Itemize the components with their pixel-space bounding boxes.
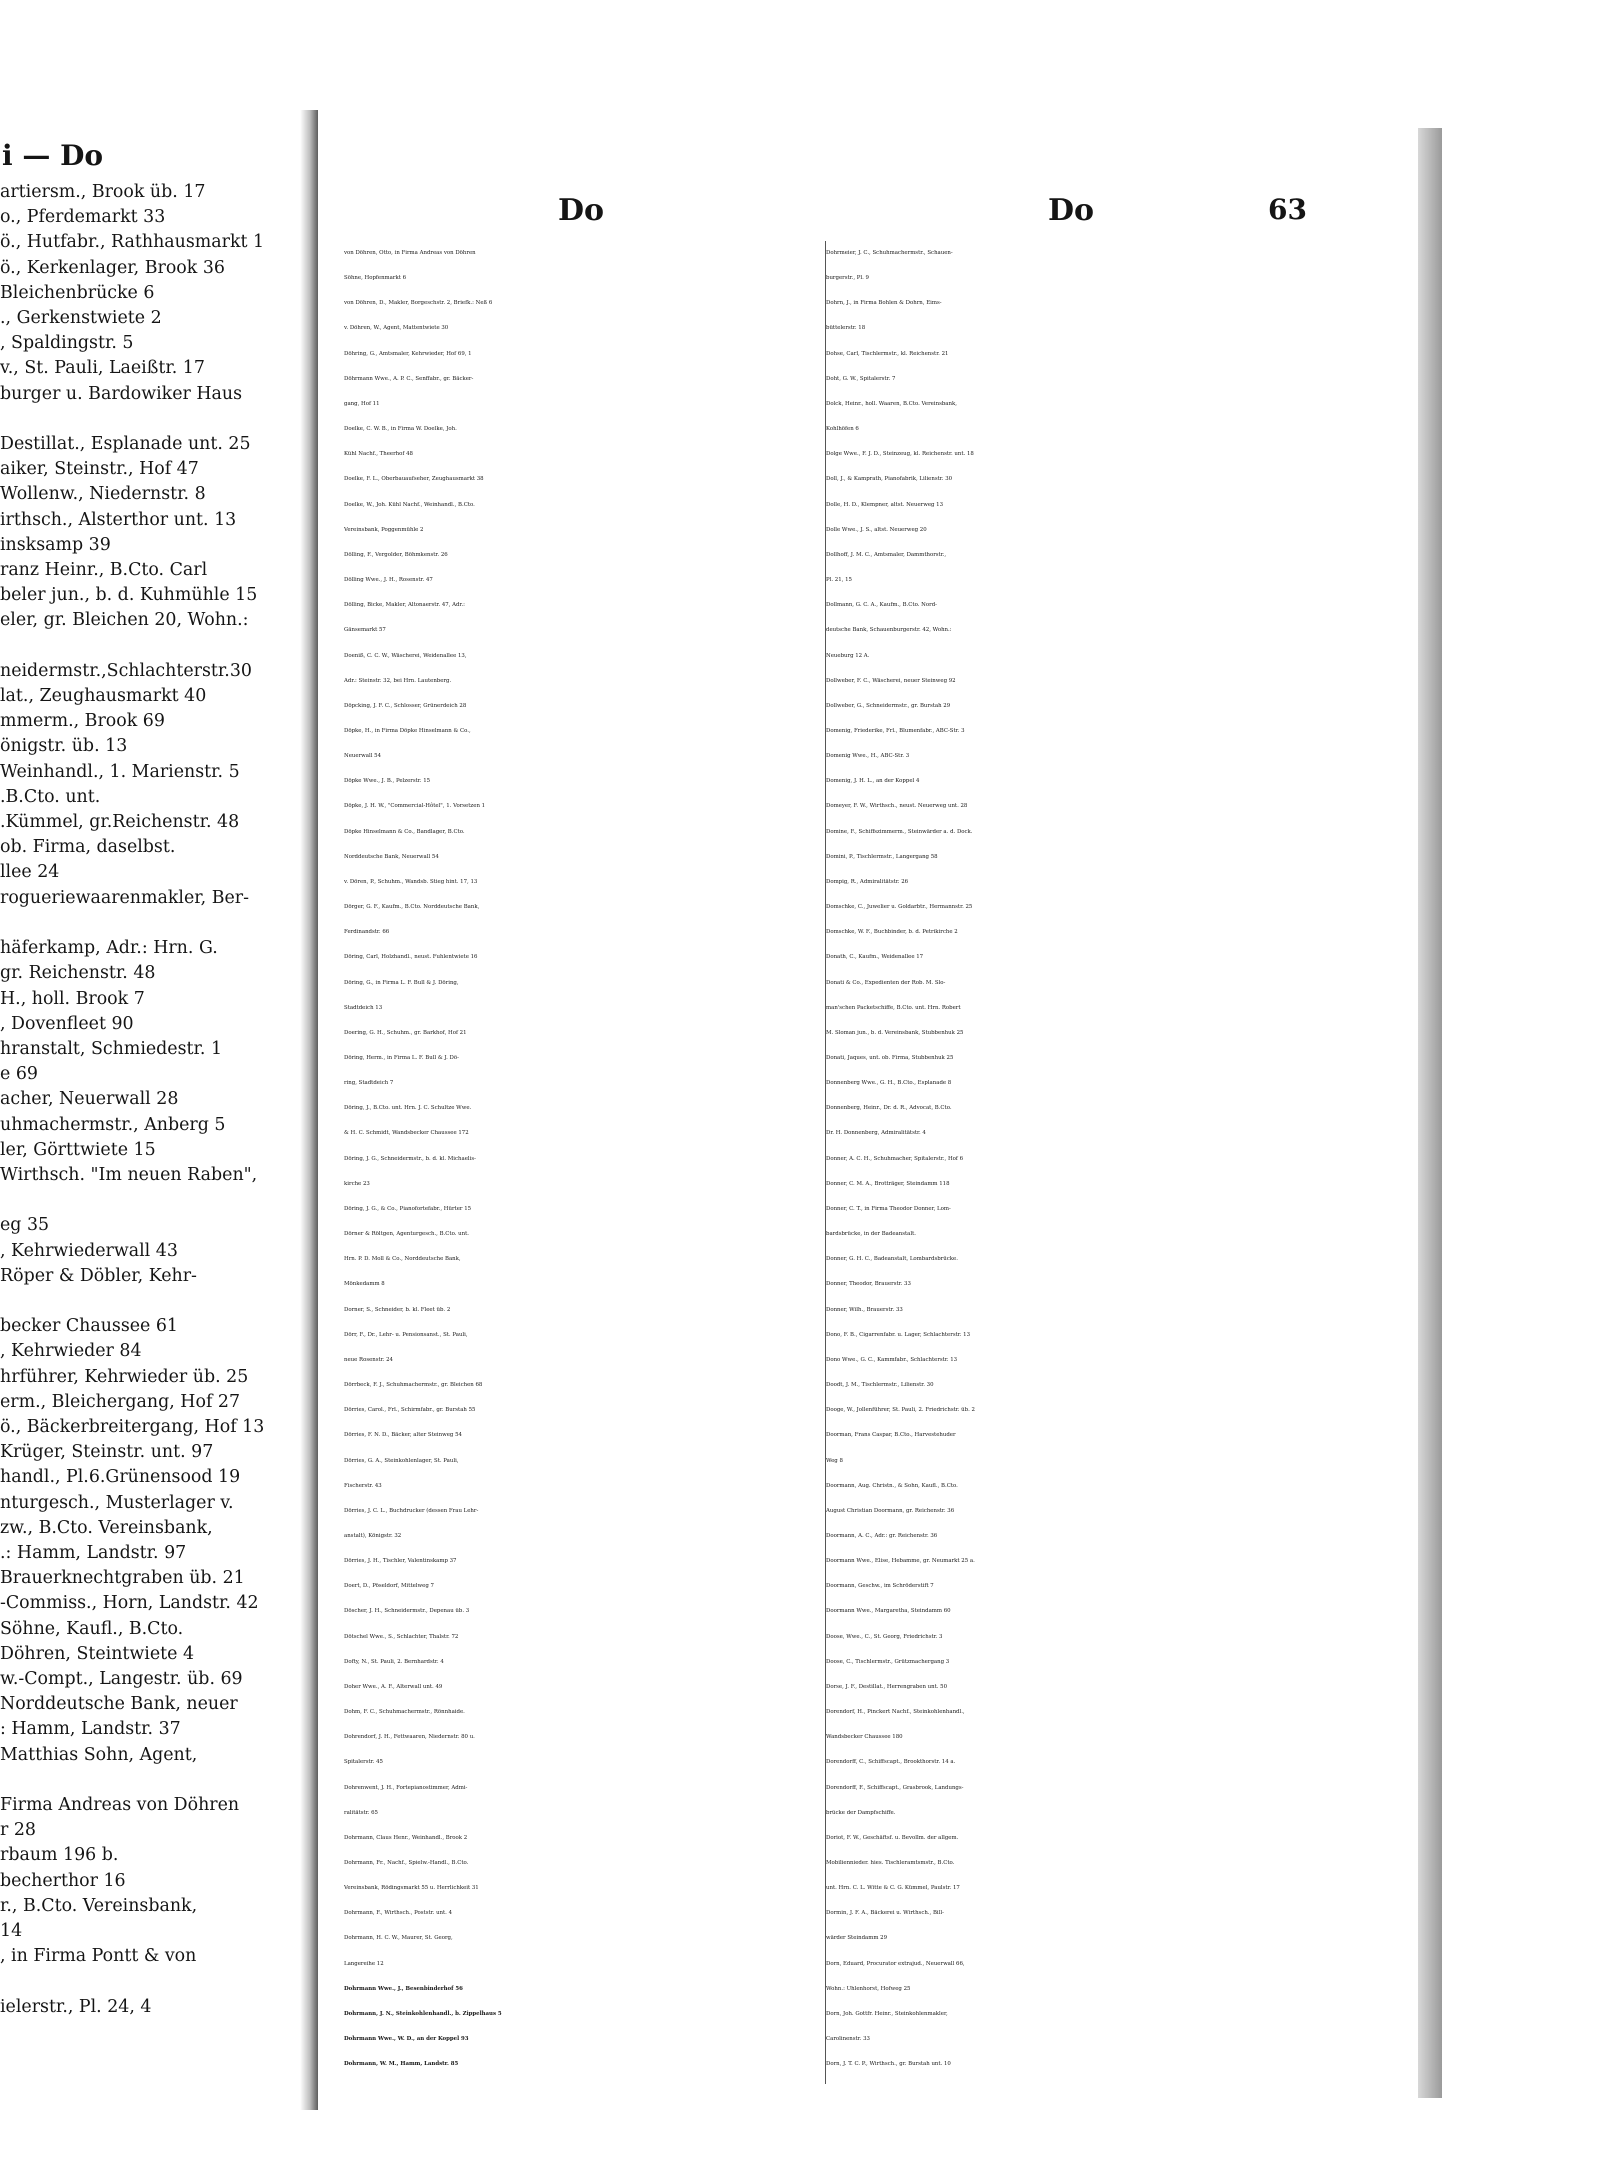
- directory-entry-line: Dormin, J. F. A., Bäckerei u. Wirthsch., Bill-: [826, 1910, 944, 1917]
- directory-entry-line: Domini, P., Tischlermstr., Langergang 58: [826, 853, 938, 860]
- directory-entry-line: Neuerwall 54: [344, 753, 381, 760]
- directory-entry-line: Dorn, Eduard, Procurator extrajud., Neuerwall 66,: [826, 1960, 965, 1967]
- directory-entry-line: Wohn.: Uhlenhorst, Hofweg 25: [826, 1985, 911, 1992]
- directory-entry-line: r 28: [0, 1820, 36, 1841]
- directory-entry-line: [0, 1289, 300, 1314]
- directory-entry-line: irthsch., Alsterthor unt. 13: [0, 509, 237, 530]
- directory-entry-line: Dohrmann Wwe., W. D., an der Koppel 93: [344, 2036, 469, 2043]
- directory-entry-line: Dohrmann, Claus Henr., Weinhandl., Brook 2: [344, 1834, 468, 1841]
- directory-entry-line: , Spaldingstr. 5: [0, 333, 134, 354]
- directory-entry-line: Doll, J., & Kamprath, Pianofabrik, Lilienstr. 30: [826, 476, 953, 483]
- directory-entry-line: Dorse, J. F., Destillat., Herrengraben unt. 50: [826, 1683, 948, 1690]
- directory-entry-line: bardsbrücke, in der Badeanstalt.: [826, 1231, 916, 1238]
- directory-entry-line: Dötschel Wwe., S., Schlachter, Thalstr. 72: [344, 1633, 459, 1640]
- directory-entry-line: Doodt, J. M., Tischlermstr., Lilienstr. 30: [826, 1382, 934, 1389]
- directory-entry-line: Wandsbecker Chaussee 180: [826, 1734, 903, 1741]
- directory-entry-line: Bleichenbrücke 6: [0, 282, 155, 303]
- directory-entry-line: Dörries, J. H., Tischler, Valentinskamp 37: [344, 1558, 457, 1565]
- directory-entry-line: ralitätstr. 65: [344, 1809, 378, 1816]
- directory-entry-line: Donner, C. M. A., Brotträger, Steindamm 118: [826, 1180, 950, 1187]
- directory-entry-line: Döpcking, J. F. C., Schlosser, Grünerdeich 28: [344, 702, 467, 709]
- directory-entry-line: .Kümmel, gr.Reichenstr. 48: [0, 812, 240, 833]
- directory-entry-line: Doose, Wwe., C., St. Georg, Friedrichstr. 3: [826, 1633, 943, 1640]
- directory-entry-line: Dohrmann Wwe., J., Besenbinderhof 56: [344, 1985, 463, 1992]
- directory-entry-line: neue Rosenstr. 24: [344, 1356, 393, 1363]
- directory-entry-line: burger u. Bardowiker Haus: [0, 383, 243, 404]
- directory-entry-line: ranz Heinr., B.Cto. Carl: [0, 560, 208, 581]
- directory-entry-line: Adr.: Steinstr. 32, bei Hrn. Lautenberg.: [344, 677, 452, 684]
- directory-entry-line: Domeyer, F. W., Wirthsch., neust. Neuerweg unt. 28: [826, 803, 968, 810]
- directory-entry-line: Doher Wwe., A. F., Alterwall unt. 49: [344, 1683, 443, 1690]
- directory-entry-line: Dorn, Joh. Gottfr. Heinr., Steinkohlenmakler,: [826, 2010, 948, 2017]
- directory-entry-line: Doert, D., Pöseldorf, Mittelweg 7: [344, 1583, 434, 1590]
- directory-entry-line: Doormann Wwe., Margaretha, Steindamm 60: [826, 1608, 951, 1615]
- directory-entry-line: Döhren, Steintwiete 4: [0, 1643, 195, 1664]
- directory-entry-line: ö., Hutfabr., Rathhausmarkt 1: [0, 232, 265, 253]
- directory-entry-line: ob. Firma, daselbst.: [0, 837, 176, 858]
- left-directory-column: [344, 241, 832, 2077]
- directory-entry-line: , Kehrwiederwall 43: [0, 1240, 178, 1261]
- directory-entry-line: acher, Neuerwall 28: [0, 1089, 179, 1110]
- directory-entry-line: Dorendorff, C., Schiffscapt., Brookthorstr. 14 a.: [826, 1759, 956, 1766]
- directory-entry-line: Doht, G. W., Spitalerstr. 7: [826, 375, 896, 382]
- directory-entry-line: Matthias Sohn, Agent,: [0, 1744, 198, 1765]
- directory-entry-line: Dohrenwent, J. H., Fortepianostimmer, Admi-: [344, 1784, 468, 1791]
- directory-entry-line: Mönkedamm 8: [344, 1281, 385, 1288]
- directory-entry-line: Doering, G. H., Schuhm., gr. Barkhof, Hof 21: [344, 1029, 467, 1036]
- directory-entry-line: Wirthsch. "Im neuen Raben",: [0, 1164, 258, 1185]
- left-column-heading: Do: [558, 193, 605, 228]
- directory-entry-line: beler jun., b. d. Kuhmühle 15: [0, 585, 258, 606]
- directory-entry-line: Döscher, J. H., Schneidermstr., Depenau üb. 3: [344, 1608, 470, 1615]
- directory-entry-line: Kohlhöfen 6: [826, 426, 859, 433]
- directory-entry-line: Vereinsbank, Rödingsmarkt 55 u. Herrlichkeit 31: [344, 1885, 479, 1892]
- directory-entry-line: Donner, C. T., in Firma Theodor Donner, Lom-: [826, 1205, 951, 1212]
- directory-entry-line: Dohrmann, H. C. W., Maurer, St. Georg,: [344, 1935, 453, 1942]
- page-edge-shadow: [1418, 128, 1442, 2098]
- directory-entry-line: ielerstr., Pl. 24, 4: [0, 1996, 152, 2017]
- directory-entry-line: Dollmann, G. C. A., Kaufm., B.Cto. Nord-: [826, 602, 937, 609]
- directory-entry-line: Pl. 21, 15: [826, 577, 852, 584]
- directory-entry-line: Weg 8: [826, 1457, 843, 1464]
- directory-entry-line: 14: [0, 1921, 23, 1942]
- directory-entry-line: brücke der Dampfschiffe.: [826, 1809, 896, 1816]
- directory-entry-line: Dorendorf, H., Pinckert Nachf., Steinkohlenhandl.,: [826, 1709, 965, 1716]
- directory-entry-line: Dohrmann, F., Wirthsch., Poststr. unt. 4: [344, 1910, 453, 1917]
- directory-entry-line: Dohrmann, W. M., Hamm, Landstr. 85: [344, 2061, 459, 2068]
- directory-entry-line: Ferdinandstr. 66: [344, 929, 390, 936]
- directory-entry-line: von Döhren, D., Makler, Borgeschstr. 2, Briefk.: Neß 6: [344, 300, 493, 307]
- directory-entry-line: rbaum 196 b.: [0, 1845, 119, 1866]
- directory-entry-line: Döring, J. G., Schneidermstr., b. d. kl. Michaelis-: [344, 1155, 476, 1162]
- previous-page-column: [0, 120, 300, 2020]
- directory-entry-line: llee 24: [0, 862, 60, 883]
- directory-entry-line: v. Döhren, W., Agent, Mattentwiete 30: [344, 325, 449, 332]
- directory-entry-line: Gänsemarkt 57: [344, 627, 386, 634]
- directory-page: [318, 125, 1418, 2100]
- directory-entry-line: gr. Reichenstr. 48: [0, 963, 156, 984]
- directory-entry-line: Döhring, G., Amtsmaler, Kehrwieder, Hof 69, 1: [344, 350, 472, 357]
- directory-entry-line: Röper & Döbler, Kehr-: [0, 1265, 197, 1286]
- directory-entry-line: Doelke, C. W. B., in Firma W. Doelke, Joh.: [344, 426, 457, 433]
- directory-entry-line: unt. Hrn. C. L. Witte & C. G. Kümmel, Paulstr. 17: [826, 1885, 960, 1892]
- directory-entry-line: Dollweber, G., Schneidermstr., gr. Burstah 29: [826, 702, 951, 709]
- directory-entry-line: Dolle, H. D., Klempner, altst. Neuerweg 13: [826, 501, 944, 508]
- directory-entry-line: Dohrmann, J. N., Steinkohlenhandl., b. Zippelhaus 5: [344, 2010, 502, 2017]
- directory-entry-line: anstalt), Königstr. 32: [344, 1532, 402, 1539]
- directory-entry-line: ring, Stadtdeich 7: [344, 1080, 394, 1087]
- directory-entry-line: Weinhandl., 1. Marienstr. 5: [0, 761, 240, 782]
- directory-entry-line: eg 35: [0, 1215, 50, 1236]
- directory-entry-line: Dölling, F., Vergolder, Böhmkenstr. 26: [344, 551, 448, 558]
- directory-entry-line: handl., Pl.6.Grünensood 19: [0, 1467, 241, 1488]
- directory-entry-line: burgerstr., Pl. 9: [826, 275, 869, 282]
- directory-entry-line: becker Chaussee 61: [0, 1316, 178, 1337]
- directory-entry-line: ö., Kerkenlager, Brook 36: [0, 257, 225, 278]
- directory-entry-line: Döring, Carl, Holzhandl., neust. Fuhlentwiete 16: [344, 954, 478, 961]
- directory-entry-line: [0, 911, 300, 936]
- right-column-heading: Do: [1048, 193, 1095, 228]
- directory-entry-line: lat., Zeughausmarkt 40: [0, 686, 207, 707]
- directory-entry-line: ler, Görttwiete 15: [0, 1139, 156, 1160]
- directory-entry-line: v., St. Pauli, Laeißtr. 17: [0, 358, 205, 379]
- directory-entry-line: Domenig Wwe., H., ABC-Str. 3: [826, 753, 910, 760]
- directory-entry-line: Doormann, Geschw., im Schröderstift 7: [826, 1583, 934, 1590]
- directory-entry-line: Dorendorff, F., Schiffscapt., Grasbrook, Landungs-: [826, 1784, 964, 1791]
- directory-entry-line: hrführer, Kehrwieder üb. 25: [0, 1366, 249, 1387]
- directory-entry-line: mmerm., Brook 69: [0, 711, 165, 732]
- directory-entry-line: v. Dören, P., Schuhm., Wandsb. Stieg hint. 17, 13: [344, 878, 478, 885]
- directory-entry-line: Vereinsbank, Poggenmühle 2: [344, 526, 424, 533]
- directory-entry-line: aiker, Steinstr., Hof 47: [0, 459, 199, 480]
- directory-entry-line: gang, Hof 11: [344, 400, 380, 407]
- directory-entry-line: [0, 1969, 300, 1994]
- directory-entry-line: Carolinenstr. 33: [826, 2036, 870, 2043]
- directory-entry-line: becherthor 16: [0, 1870, 126, 1891]
- directory-entry-line: Hrn. P. D. Moll & Co., Norddeutsche Bank,: [344, 1256, 461, 1263]
- directory-entry-line: von Döhren, Otto, in Firma Andreas von Döhren: [344, 250, 476, 256]
- directory-entry-line: H., holl. Brook 7: [0, 988, 145, 1009]
- directory-entry-line: ., Gerkenstwiete 2: [0, 308, 162, 329]
- directory-entry-line: Doormann Wwe., Elise, Hebamme, gr. Neumarkt 25 a.: [826, 1558, 975, 1565]
- directory-entry-line: Dolge Wwe., F. J. D., Steinzeug, kl. Reichenstr. unt. 18: [826, 451, 974, 458]
- directory-entry-line: Doelke, W., Joh. Kühl Nachf., Weinhandl., B.Cto.: [344, 501, 475, 508]
- directory-entry-line: w.-Compt., Langestr. üb. 69: [0, 1668, 243, 1689]
- directory-entry-line: erm., Bleichergang, Hof 27: [0, 1391, 241, 1412]
- directory-entry-line: Döpke, J. H. W., "Commercial-Hôtel", 1. Vorsetzen 1: [344, 803, 486, 810]
- directory-entry-line: Neueburg 12 A.: [826, 652, 870, 659]
- directory-entry-line: Norddeutsche Bank, neuer: [0, 1694, 238, 1715]
- directory-entry-line: Kühl Nachf., Theerhof 48: [344, 451, 413, 458]
- directory-entry-line: artiersm., Brook üb. 17: [0, 182, 206, 202]
- directory-entry-line: Doormann, Aug. Christn., & Sohn, Kaufl., B.Cto.: [826, 1482, 958, 1489]
- directory-entry-line: Norddeutsche Bank, Neuerwall 54: [344, 853, 439, 860]
- directory-entry-line: man'schen Packetschiffe, B.Cto. unt. Hrn. Robert: [826, 1004, 961, 1011]
- directory-entry-line: -Commiss., Horn, Landstr. 42: [0, 1593, 259, 1614]
- directory-entry-line: Dohrendorf, J. H., Fettwaaren, Niedernstr. 80 u.: [344, 1734, 475, 1741]
- directory-entry-line: Dölling Wwe., J. H., Rosenstr. 47: [344, 577, 433, 584]
- page-number: 63: [1268, 193, 1307, 226]
- directory-entry-line: Doeniß, C. C. W., Wäscherei, Weidenallee 13,: [344, 652, 467, 659]
- directory-entry-line: Brauerknechtgraben üb. 21: [0, 1568, 245, 1589]
- directory-entry-line: zw., B.Cto. Vereinsbank,: [0, 1517, 213, 1538]
- directory-entry-line: Firma Andreas von Döhren: [0, 1795, 240, 1815]
- directory-entry-line: .B.Cto. unt.: [0, 786, 101, 807]
- directory-entry-line: Domenig, J. H. L., an der Koppel 4: [826, 778, 920, 785]
- directory-entry-line: häferkamp, Adr.: Hrn. G.: [0, 938, 218, 959]
- directory-entry-line: kirche 23: [344, 1180, 370, 1187]
- directory-entry-line: Langereihe 12: [344, 1960, 384, 1967]
- directory-entry-line: Dohrmann, Fr., Nachf., Spielw.-Handl., B.Cto.: [344, 1860, 469, 1866]
- directory-entry-line: Dörries, G. A., Steinkohlenlager, St. Pauli,: [344, 1457, 459, 1464]
- directory-entry-line: M. Sloman jun., b. d. Vereinsbank, Stubbenhuk 25: [826, 1029, 964, 1036]
- directory-entry-line: Döring, J., B.Cto. unt. Hrn. J. C. Schultze Wwe.: [344, 1105, 472, 1112]
- directory-entry-line: Dono Wwe., G. C., Kammfabr., Schlachterstr. 13: [826, 1356, 958, 1363]
- directory-entry-line: [0, 407, 300, 432]
- directory-entry-line: Dompig, R., Admiralitätstr. 26: [826, 878, 909, 885]
- directory-entry-line: Döring, Herm., in Firma L. F. Bull & J. Dö-: [344, 1055, 459, 1061]
- directory-entry-line: Mobiliennieder. hies. Tischleramtsmstr., B.Cto.: [826, 1860, 955, 1866]
- directory-entry-line: Dörr, F., Dr., Lehr- u. Pensionsanst., St. Pauli,: [344, 1331, 468, 1338]
- directory-entry-line: , Kehrwieder 84: [0, 1341, 142, 1362]
- directory-entry-line: Krüger, Steinstr. unt. 97: [0, 1442, 214, 1463]
- directory-entry-line: Doelke, F. L., Oberbauaufseher, Zeughausmarkt 38: [344, 476, 484, 483]
- directory-entry-line: Söhne, Kaufl., B.Cto.: [0, 1618, 184, 1639]
- previous-page-fragment: [0, 120, 300, 2120]
- directory-entry-line: rogueriewaarenmakler, Ber-: [0, 887, 249, 908]
- directory-entry-line: neidermstr.,Schlachterstr.30: [0, 660, 252, 681]
- directory-entry-line: o., Pferdemarkt 33: [0, 207, 166, 228]
- directory-entry-line: Dollhoff, J. M. C., Amtsmaler, Dammthorstr.,: [826, 551, 947, 558]
- directory-entry-line: [0, 1768, 300, 1793]
- directory-entry-line: nturgesch., Musterlager v.: [0, 1492, 234, 1513]
- directory-entry-line: Döring, G., in Firma L. F. Bull & J. Döring,: [344, 979, 459, 986]
- directory-entry-line: Donati, Jaques, unt. ob. Firma, Stubbenhuk 25: [826, 1055, 954, 1061]
- directory-entry-line: , in Firma Pontt & von: [0, 1946, 197, 1967]
- directory-entry-line: Donner, Theodor, Brauerstr. 33: [826, 1281, 911, 1288]
- directory-entry-line: Domenig, Friederike, Frl., Blumenfabr., ABC-Str. 3: [826, 727, 965, 734]
- directory-entry-line: Dölling, Bicke, Makler, Altonaerstr. 47, Adr.:: [344, 602, 465, 609]
- right-directory-column: [826, 241, 1316, 2077]
- directory-entry-line: Dooge, W., Jollenführer, St. Pauli, 2. Friedrichstr. üb. 2: [826, 1407, 975, 1414]
- directory-entry-line: Donnenberg, Heinr., Dr. d. R., Advocat, B.Cto.: [826, 1105, 952, 1112]
- directory-entry-line: Döpke Hinselmann & Co., Bandlager, B.Cto.: [344, 828, 465, 835]
- directory-entry-line: .: Hamm, Landstr. 97: [0, 1542, 187, 1563]
- directory-entry-line: Döring, J. G., & Co., Pianofortefabr., Hürter 15: [344, 1205, 472, 1212]
- directory-entry-line: eler, gr. Bleichen 20, Wohn.:: [0, 610, 249, 631]
- directory-entry-line: Donner, Wilh., Brauerstr. 33: [826, 1306, 903, 1313]
- directory-entry-line: Dörries, Carol., Frl., Schirmfabr., gr. Burstah 55: [344, 1407, 476, 1414]
- directory-entry-line: Dono, F. B., Cigarrenfabr. u. Lager, Schlachterstr. 13: [826, 1331, 971, 1338]
- directory-entry-line: Dohse, Carl, Tischlermstr., kl. Reichenstr. 21: [826, 350, 949, 357]
- directory-entry-line: Donner, A. C. H., Schuhmacher, Spitalerstr., Hof 6: [826, 1155, 964, 1162]
- directory-entry-line: büttelerstr. 18: [826, 325, 866, 332]
- book-gutter: [300, 110, 318, 2110]
- directory-entry-line: e 69: [0, 1064, 38, 1085]
- directory-entry-line: Stadtdeich 13: [344, 1004, 383, 1011]
- directory-entry-line: Döpke, H., in Firma Döpke Hinselmann & Co.,: [344, 727, 471, 734]
- directory-entry-line: Döhrmann Wwe., A. P. C., Senffabr., gr. Bäcker-: [344, 375, 474, 382]
- directory-entry-line: Domschke, W. F., Buchbinder, b. d. Petrikirche 2: [826, 929, 958, 936]
- directory-entry-line: Dohrn, J., in Firma Bohlen & Dohrn, Eims-: [826, 300, 942, 307]
- directory-entry-line: wärder Steindamm 29: [826, 1935, 888, 1942]
- directory-entry-line: hranstalt, Schmiedestr. 1: [0, 1038, 223, 1059]
- directory-entry-line: Wollenw., Niedernstr. 8: [0, 484, 206, 505]
- directory-entry-line: August Christian Doormann, gr. Reichenstr. 36: [826, 1507, 955, 1514]
- directory-entry-line: Söhne, Hopfenmarkt 6: [344, 275, 407, 282]
- directory-entry-line: Domine, F., Schiffszimmerm., Steinwärder a. d. Dock.: [826, 828, 973, 835]
- directory-entry-line: Doormann, A. C., Adr.: gr. Reichenstr. 36: [826, 1532, 938, 1539]
- previous-page-header: i — Do: [2, 139, 104, 172]
- directory-entry-line: deutsche Bank, Schauenburgerstr. 42, Wohn.:: [826, 627, 952, 634]
- directory-entry-line: Dörries, F. N. D., Bäcker, alter Steinweg 54: [344, 1432, 462, 1439]
- directory-entry-line: Dolle Wwe., J. S., altst. Neuerweg 20: [826, 526, 927, 533]
- directory-entry-line: Donnenberg Wwe., G. H., B.Cto., Esplanade 8: [826, 1080, 952, 1087]
- directory-entry-line: [0, 1188, 300, 1213]
- directory-entry-line: Dörries, J. C. L., Buchdrucker (dessen Frau Lehr-: [344, 1507, 479, 1514]
- directory-entry-line: Dörrbeck, F. J., Schuhmachermstr., gr. Bleichen 68: [344, 1382, 483, 1389]
- directory-entry-line: : Hamm, Landstr. 37: [0, 1719, 181, 1740]
- directory-entry-line: Domschke, C., Juwelier u. Goldarbtr., Hermannstr. 25: [826, 904, 973, 911]
- directory-entry-line: r., B.Cto. Vereinsbank,: [0, 1895, 198, 1916]
- directory-entry-line: Döpke Wwe., J. B., Pelzerstr. 15: [344, 778, 431, 785]
- directory-entry-line: Dofty, N., St. Pauli, 2. Bernhardstr. 4: [344, 1658, 444, 1665]
- directory-entry-line: Dorn, J. T. C. P., Wirthsch., gr. Burstah unt. 10: [826, 2061, 951, 2068]
- directory-entry-line: , Dovenfleet 90: [0, 1013, 134, 1034]
- directory-entry-line: Dörner & Röltgen, Agenturgesch., B.Cto. unt.: [344, 1231, 469, 1238]
- directory-entry-line: Destillat., Esplanade unt. 25: [0, 434, 251, 455]
- directory-entry-line: Doorman, Frans Caspar, B.Cto., Harvestehuder: [826, 1432, 956, 1439]
- directory-entry-line: Doriot, F. W., Geschäftsf. u. Bevollm. der allgem.: [826, 1834, 959, 1841]
- directory-entry-line: uhmachermstr., Anberg 5: [0, 1114, 226, 1135]
- directory-entry-line: Dohm, F. C., Schuhmachermstr., Rönnhaide.: [344, 1709, 465, 1716]
- directory-entry-line: Fischerstr. 43: [344, 1482, 382, 1489]
- directory-entry-line: Dörger, G. F., Kaufm., B.Cto. Norddeutsche Bank,: [344, 904, 480, 911]
- previous-page-lines: [0, 180, 300, 2020]
- directory-entry-line: Dorner, S., Schneider, b. kl. Fleet üb. 2: [344, 1306, 451, 1313]
- directory-entry-line: önigstr. üb. 13: [0, 736, 128, 757]
- directory-entry-line: Dohrmeier, J. C., Schuhmachermstr., Schauen-: [826, 250, 953, 256]
- directory-entry-line: [0, 634, 300, 659]
- directory-entry-line: ö., Bäckerbreitergang, Hof 13: [0, 1416, 265, 1437]
- directory-entry-line: Dolck, Heinr., holl. Waaren, B.Cto. Vereinsbank,: [826, 400, 957, 407]
- directory-entry-line: Donner, G. H. C., Badeanstalt, Lombardsbrücke.: [826, 1256, 958, 1263]
- directory-entry-line: & H. C. Schmidt, Wandsbecker Chaussee 172: [344, 1130, 469, 1137]
- directory-entry-line: Donati & Co., Expedienten der Rob. M. Slo-: [826, 979, 946, 986]
- directory-entry-line: Spitalerstr. 45: [344, 1759, 383, 1766]
- directory-entry-line: Dollweber, F. C., Wäscherei, neuer Steinweg 92: [826, 677, 956, 684]
- directory-entry-line: Doose, C., Tischlermstr., Grützmachergang 3: [826, 1658, 950, 1665]
- directory-entry-line: Donath, C., Kaufm., Weidenallee 17: [826, 954, 924, 961]
- directory-entry-line: insksamp 39: [0, 534, 111, 555]
- directory-entry-line: Dr. H. Donnenberg, Admiralitätstr. 4: [826, 1130, 926, 1137]
